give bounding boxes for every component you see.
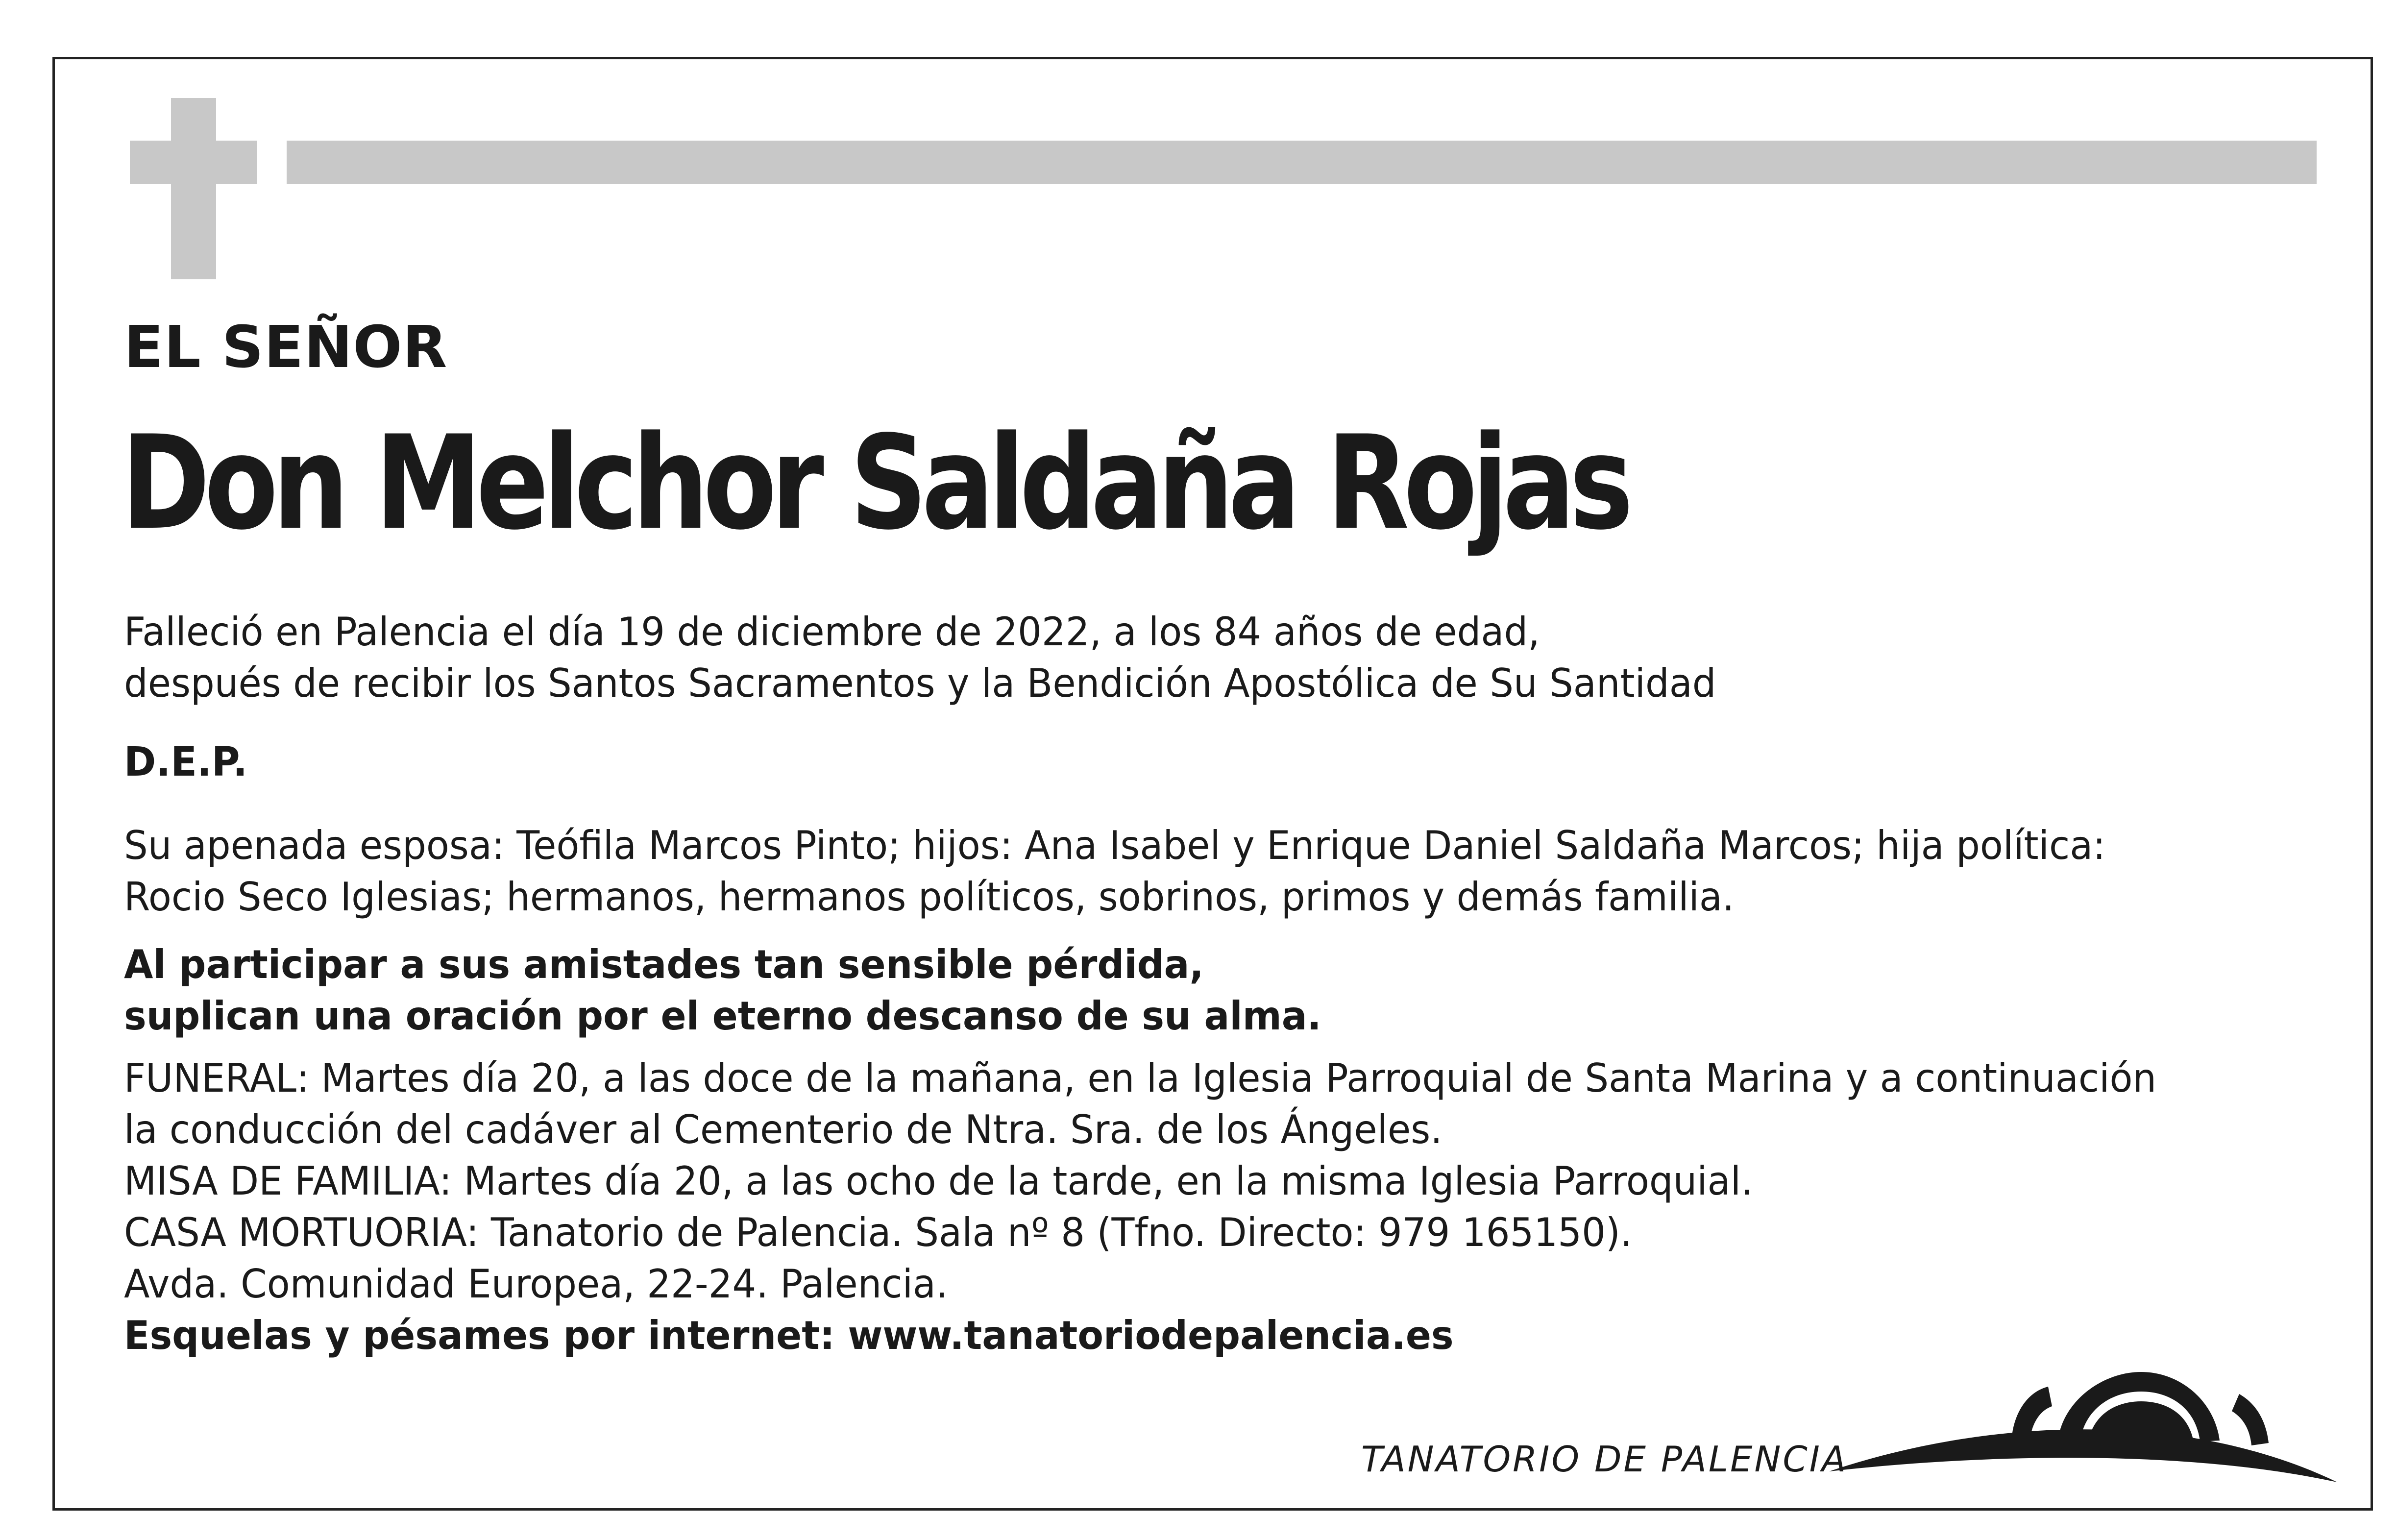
service-details xyxy=(124,1052,2156,1361)
death-notice xyxy=(124,606,1716,709)
death-notice-line-2: después de recibir los Santos Sacramentos y la Bendición Apostólica de Su Santidad xyxy=(124,660,1716,706)
funeral-line-1: FUNERAL: Martes día 20, a las doce de la mañana, en la Iglesia Parroquial de Santa Marina y a continuación xyxy=(124,1055,2157,1101)
family-list xyxy=(124,820,2105,923)
prayer-request xyxy=(124,939,1321,1042)
mortuary-info: CASA MORTUORIA: Tanatorio de Palencia. Sala nº 8 (Tfno. Directo: 979 165150). xyxy=(124,1210,1633,1255)
deceased-name: Don Melchor Saldaña Rojas xyxy=(121,408,1628,559)
header-rule xyxy=(287,141,2317,184)
family-mass: MISA DE FAMILIA: Martes día 20, a las ocho de la tarde, en la misma Iglesia Parroquial. xyxy=(124,1158,1753,1204)
internet-condolences: Esquelas y pésames por internet: www.tanatoriodepalencia.es xyxy=(124,1313,1454,1358)
tanatorio-logo-text: TANATORIO DE PALENCIA xyxy=(1361,1439,1848,1480)
family-line-2: Rocio Seco Iglesias; hermanos, hermanos políticos, sobrinos, primos y demás familia. xyxy=(124,874,1735,920)
honorific: EL SEÑOR xyxy=(124,313,448,381)
family-line-1: Su apenada esposa: Teófila Marcos Pinto; hijos: Ana Isabel y Enrique Daniel Saldaña Marcos; hija política: xyxy=(124,823,2106,868)
cross-icon-horizontal-bar xyxy=(130,141,257,184)
prayer-request-line-1: Al participar a sus amistades tan sensible pérdida, xyxy=(124,942,1204,987)
funeral-line-2: la conducción del cadáver al Cementerio de Ntra. Sra. de los Ángeles. xyxy=(124,1107,1442,1152)
death-notice-line-1: Falleció en Palencia el día 19 de diciembre de 2022, a los 84 años de edad, xyxy=(124,609,1540,655)
mortuary-address: Avda. Comunidad Europea, 22-24. Palencia. xyxy=(124,1261,948,1307)
cross-icon-vertical-bar xyxy=(171,98,216,279)
dep-text: D.E.P. xyxy=(124,739,248,785)
prayer-request-line-2: suplican una oración por el eterno descanso de su alma. xyxy=(124,993,1321,1039)
